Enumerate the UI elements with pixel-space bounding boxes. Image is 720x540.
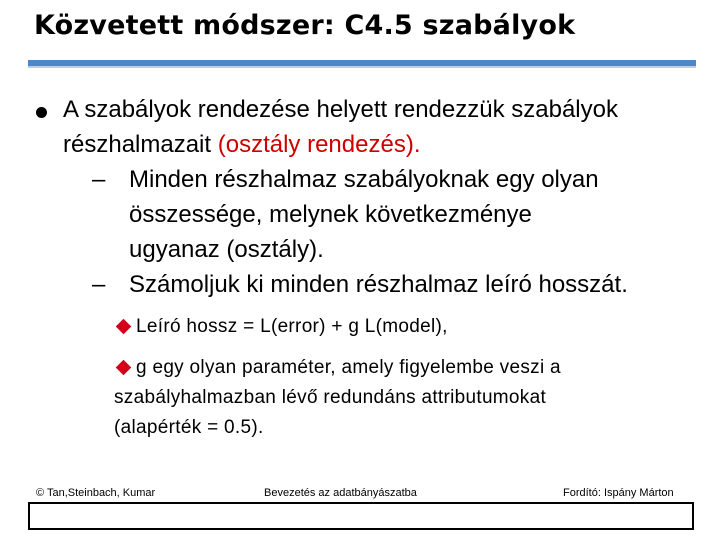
- sub-bullet-3-text: Leíró hossz = L(error) + g L(model),: [136, 316, 448, 337]
- bullet-dot-icon: [36, 107, 47, 118]
- bullet-1-text: A szabályok rendezése helyett rendezzük szabályok részhalmazait: [63, 96, 618, 158]
- diamond-bullet-icon: [116, 360, 132, 376]
- sub-bullet-1-line-3: ugyanaz (osztály).: [129, 236, 324, 263]
- bullet-1-highlight: (osztály rendezés).: [217, 131, 421, 158]
- slide-title: Közvetett módszer: C4.5 szabályok: [34, 10, 576, 41]
- footer-left: © Tan,Steinbach, Kumar: [36, 487, 156, 499]
- footer-box: [28, 502, 694, 530]
- footer-center: Bevezetés az adatbányászatba: [264, 487, 417, 499]
- footer-right: Fordító: Ispány Márton: [563, 487, 674, 499]
- sub-bullet-1-line-1: Minden részhalmaz szabályoknak egy olyan: [129, 166, 599, 193]
- sub-bullet-4-line-2: szabályhalmazban lévő redundáns attributumokat: [114, 387, 547, 408]
- sub-bullet-2-dash: –: [92, 271, 106, 298]
- sub-bullet-1-dash: –: [92, 166, 106, 193]
- sub-bullet-4-line-3: (alapérték = 0.5).: [114, 417, 264, 438]
- sub-bullet-2-text: Számoljuk ki minden részhalmaz leíró hosszát.: [129, 271, 628, 298]
- sub-bullet-1-line-2: összessége, melynek következménye: [129, 201, 532, 228]
- bullet-1: [63, 92, 703, 162]
- sub-bullet-4-line-1: g egy olyan paraméter, amely figyelembe veszi a: [136, 357, 561, 378]
- diamond-bullet-icon: [116, 319, 132, 335]
- title-underline-shadow: [28, 66, 696, 68]
